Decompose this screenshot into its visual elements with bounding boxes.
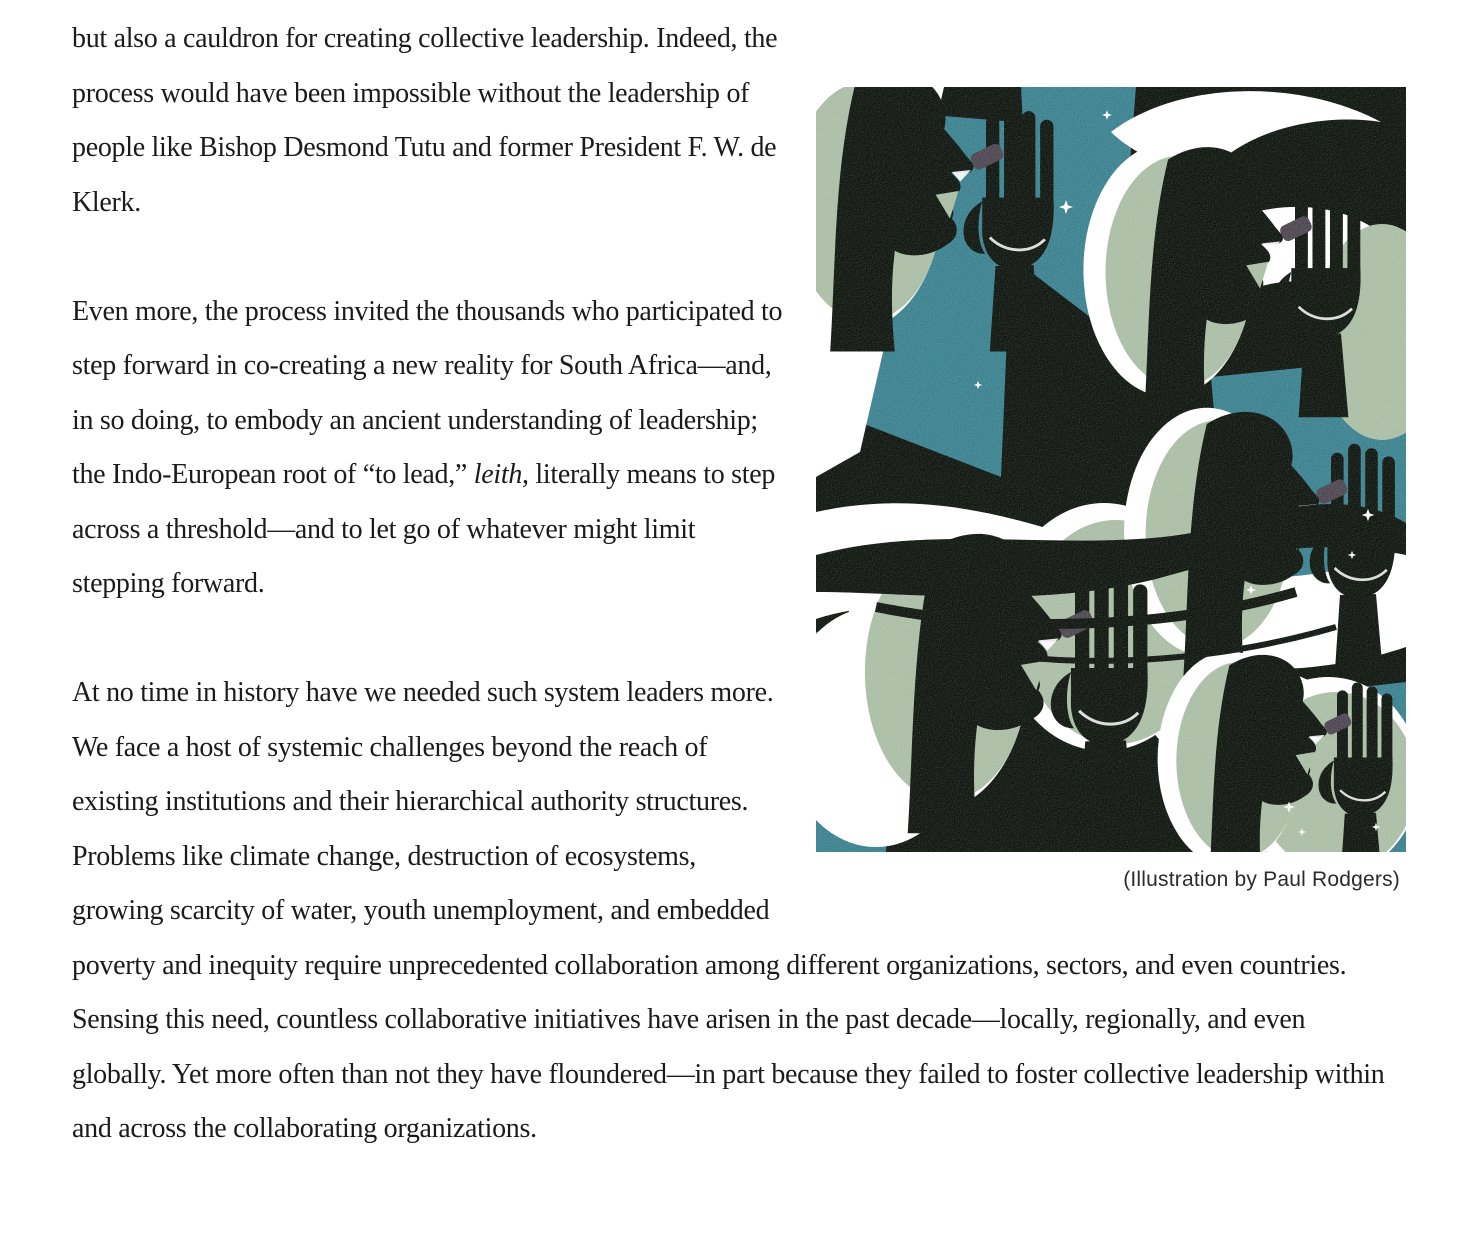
body-paragraph-1: but also a cauldron for creating collective leadership. Indeed, the process would have been impossible without the leadership of people like Bishop Desmond Tutu and former President F. W. de Klerk. xyxy=(72,23,778,218)
body-paragraph-3: At no time in history have we needed such system leaders more. We face a host of systemic challenges beyond the reach of existing institutions and their hierarchical authority structures. Problems like climate change, destruction of ecosystems, growing scarcity of water, youth unemployment, and embedded poverty and inequity require unprecedented collaboration among different organizations, sectors, and even countries. Sensing this need, countless collaborative initiatives have arisen in the past decade—locally, regionally, and even globally. Yet more often than not they have floundered—in part because they failed to foster collective leadership within and across the collaborating organizations. xyxy=(72,677,1385,1144)
illustration-grain-overlay xyxy=(816,87,1406,852)
illustration-collective-voices xyxy=(816,87,1406,852)
italic-term-leith: leith xyxy=(473,459,523,490)
paragraph-2-text-before: Even more, the process invited the thousands who participated to step forward in co-creating a new reality for South Africa—and, in so doing, to embody an ancient understanding of leadership; the Indo-European root of “to lead,” xyxy=(72,295,783,490)
paragraph-2-text-after: , literally means to step across a threshold—and to let go of whatever might limit stepping forward. xyxy=(72,459,776,599)
article-figure xyxy=(816,87,1406,894)
illustration-credit: (Illustration by Paul Rodgers) xyxy=(1123,868,1400,891)
